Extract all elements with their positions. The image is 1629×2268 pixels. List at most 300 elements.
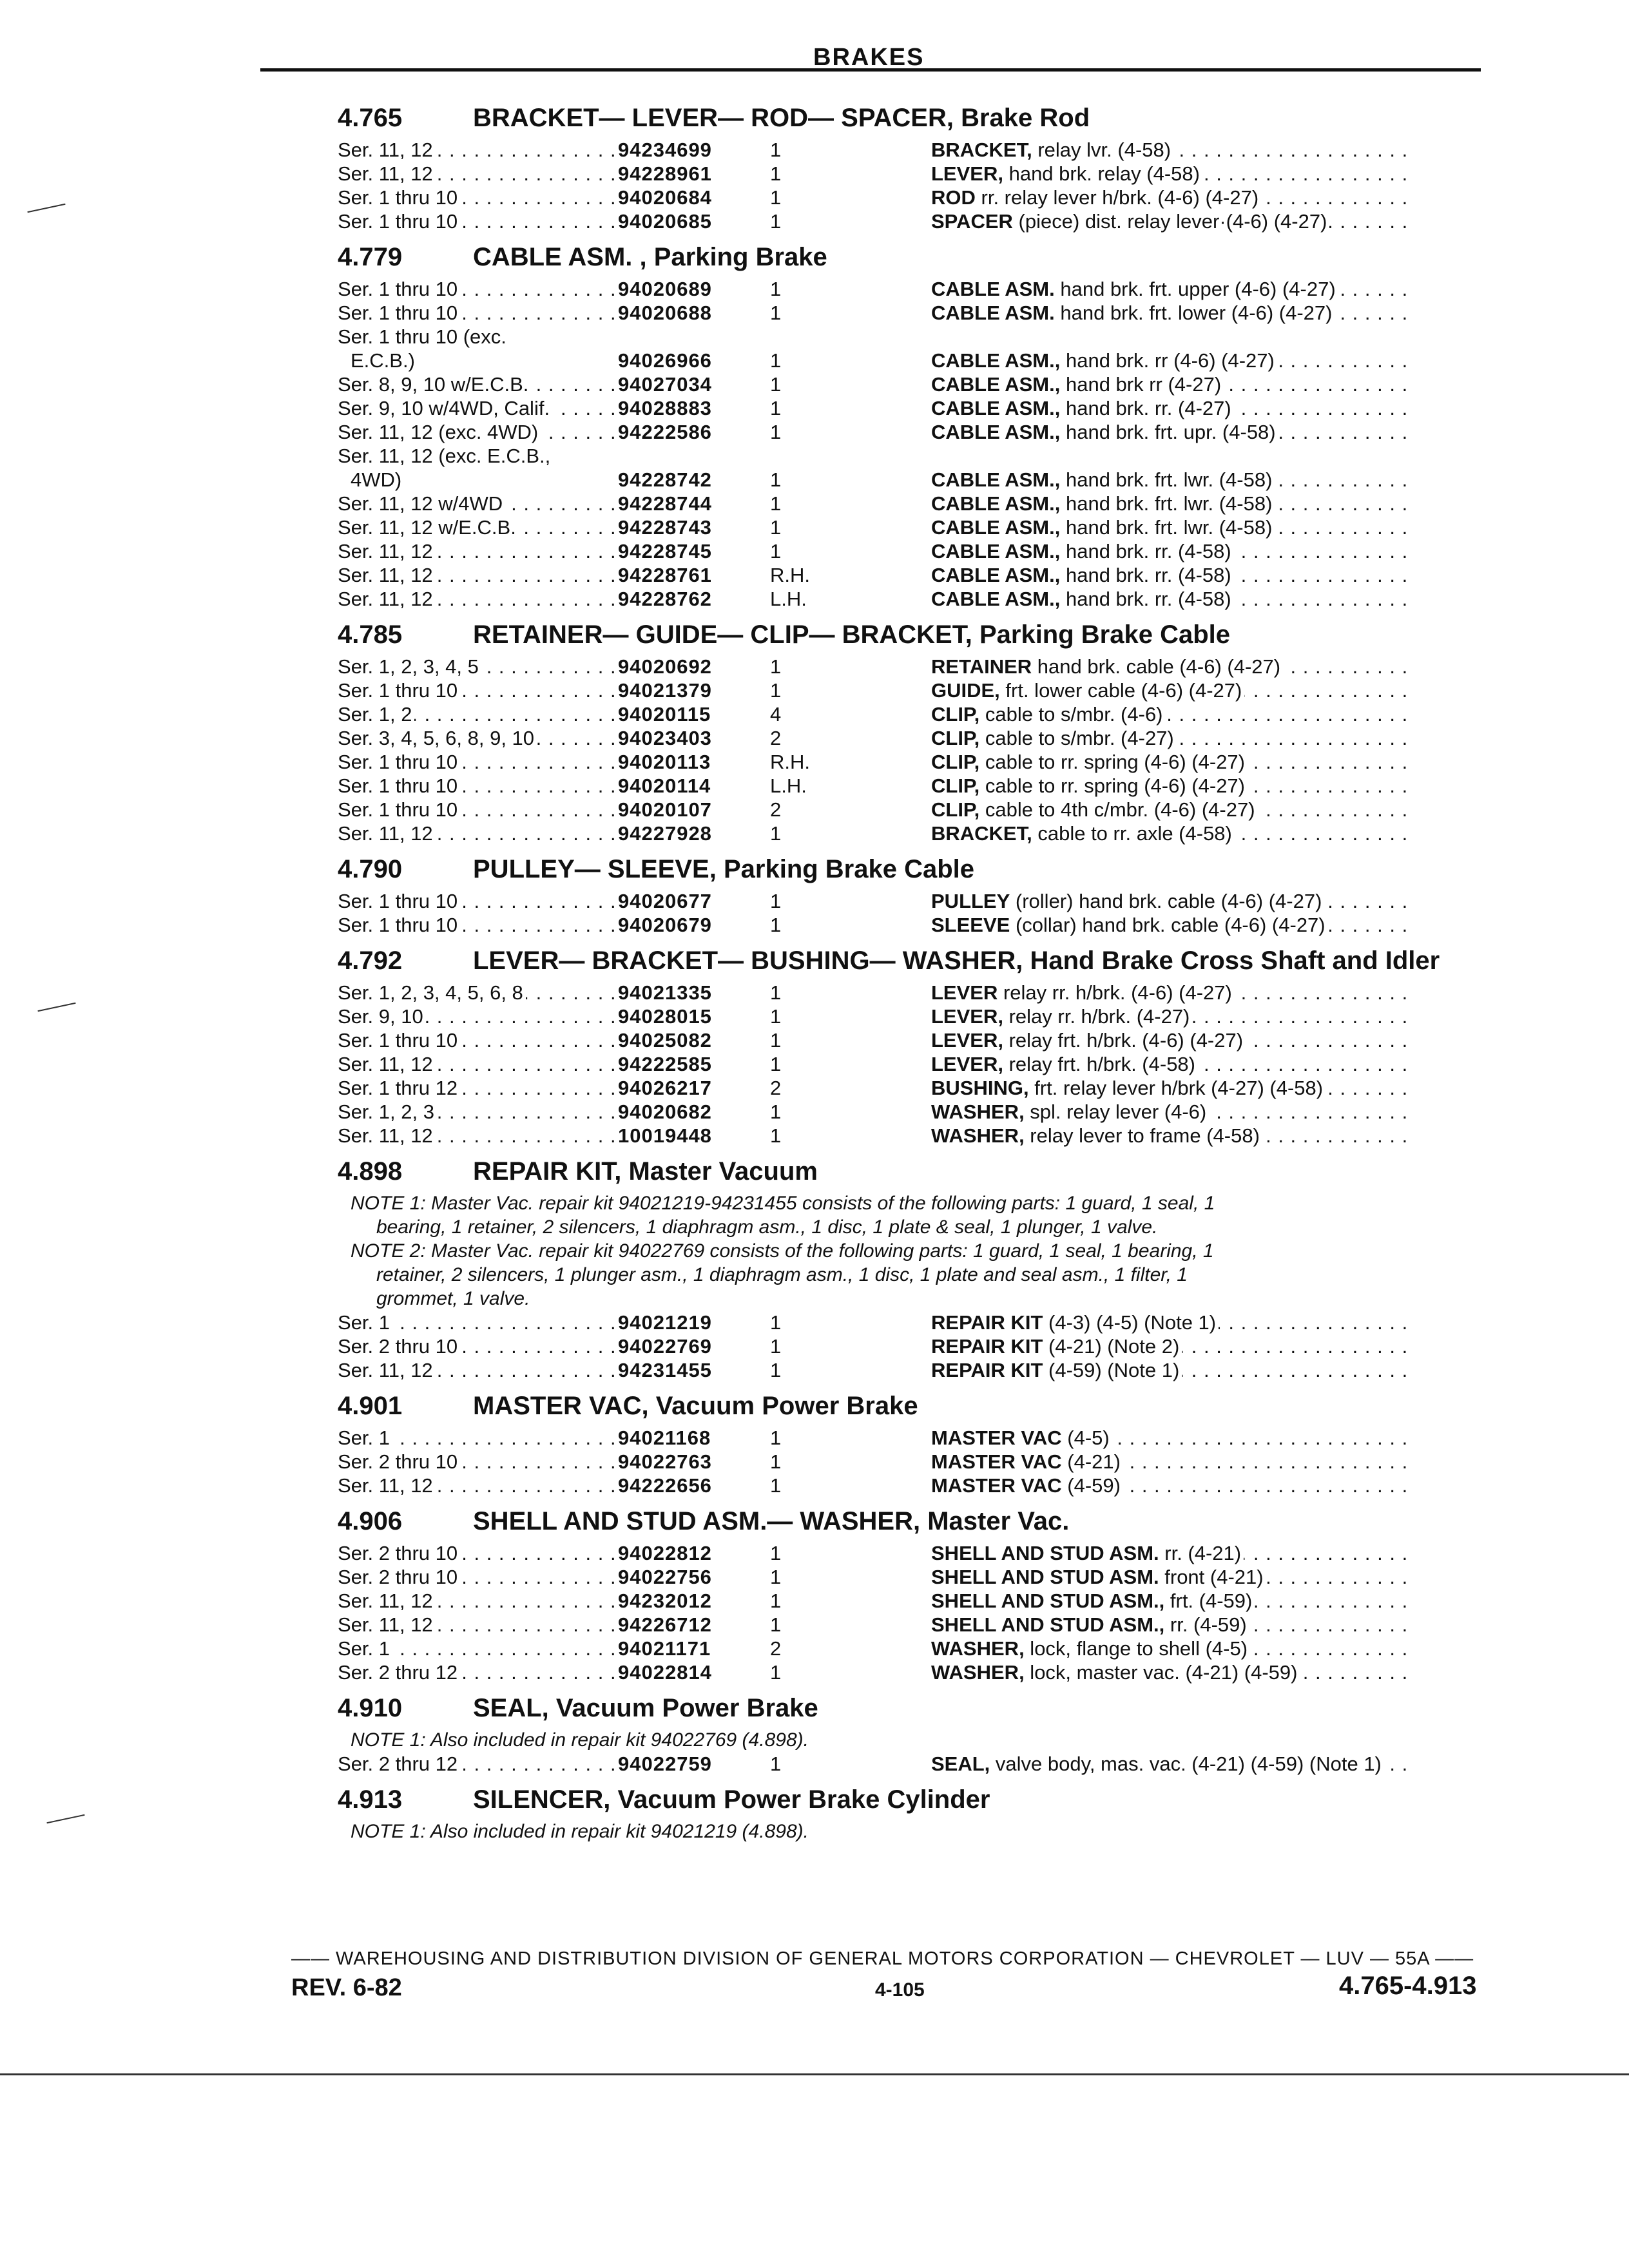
part-row xyxy=(338,1028,1491,1052)
note-line: retainer, 2 silencers, 1 plunger asm., 1 diaphragm asm., 1 disc, 1 plate and seal asm., 1 filter, 1 xyxy=(376,1264,1188,1285)
part-name: ROD xyxy=(931,186,976,209)
serial-range xyxy=(338,822,618,845)
part-number: 94027034 xyxy=(618,373,712,396)
catalog-section xyxy=(338,1693,1491,1776)
part-row xyxy=(338,515,1491,539)
serial-text: Ser. 11, 12 xyxy=(338,1124,436,1147)
part-row xyxy=(338,750,1491,774)
description-text xyxy=(931,914,1328,936)
section-number: 4.765 xyxy=(338,104,403,132)
serial-range xyxy=(338,750,618,774)
part-row xyxy=(338,981,1491,1004)
description-text xyxy=(931,540,1234,562)
serial-range xyxy=(338,798,618,822)
description-text xyxy=(931,1335,1182,1358)
serial-range xyxy=(338,1076,618,1100)
catalog-section xyxy=(338,103,1491,233)
serial-range xyxy=(338,774,618,798)
part-detail: lock, master vac. (4-21) (4-59) xyxy=(1024,1661,1298,1684)
catalog-section xyxy=(338,1391,1491,1497)
part-number: 94026966 xyxy=(618,349,712,372)
serial-text: Ser. 3, 4, 5, 6, 8, 9, 10 xyxy=(338,727,537,749)
part-detail: rr. relay lever h/brk. (4-6) (4-27) xyxy=(975,186,1259,209)
serial-range xyxy=(338,726,618,750)
part-name: CABLE ASM., xyxy=(931,516,1061,539)
part-description xyxy=(931,1334,1491,1358)
description-text xyxy=(931,1661,1300,1684)
section-number: 4.790 xyxy=(338,855,403,883)
serial-range xyxy=(338,981,618,1004)
section-heading xyxy=(338,854,1491,884)
serial-text: Ser. 1 thru 10 xyxy=(338,890,460,912)
part-number: 94022814 xyxy=(618,1661,712,1684)
serial-text: Ser. 1 thru 10 xyxy=(338,186,460,209)
part-description xyxy=(931,1358,1491,1382)
quantity: 1 xyxy=(770,540,782,562)
part-name: MASTER VAC xyxy=(931,1450,1062,1473)
part-detail: (4-3) (4-5) (Note 1) xyxy=(1043,1311,1217,1334)
section-number: 4.910 xyxy=(338,1694,403,1722)
serial-text: Ser. 1 thru 10 xyxy=(338,302,460,324)
serial-range xyxy=(338,162,618,186)
description-text xyxy=(931,139,1173,161)
part-detail: relay frt. h/brk. (4-58) xyxy=(1003,1053,1195,1075)
description-text xyxy=(931,468,1275,491)
part-description xyxy=(931,678,1491,702)
serial-range xyxy=(338,1311,618,1334)
part-number: 94228745 xyxy=(618,540,712,562)
quantity: R.H. xyxy=(770,564,810,586)
part-number: 94022756 xyxy=(618,1566,712,1588)
quantity: 1 xyxy=(770,349,782,372)
part-description xyxy=(931,162,1491,186)
part-name: MASTER VAC xyxy=(931,1427,1062,1449)
serial-text: Ser. 1, 2 xyxy=(338,703,414,726)
part-row xyxy=(338,563,1491,587)
catalog-section xyxy=(338,1506,1491,1684)
punch-mark xyxy=(37,1003,75,1012)
part-row xyxy=(338,702,1491,726)
part-row xyxy=(338,587,1491,611)
serial-range xyxy=(338,655,618,678)
quantity: 1 xyxy=(770,822,782,845)
serial-range xyxy=(338,420,618,444)
part-row xyxy=(338,655,1491,678)
part-row xyxy=(338,889,1491,913)
part-detail: cable to rr. spring (4-6) (4-27) xyxy=(979,751,1245,773)
part-number: 94021219 xyxy=(618,1311,712,1334)
serial-text: Ser. 1 thru 10 xyxy=(338,679,460,702)
description-text xyxy=(931,1124,1262,1147)
part-description xyxy=(931,209,1491,233)
footer-revision: REV. 6-82 xyxy=(291,1974,402,2001)
part-description xyxy=(931,396,1491,420)
serial-text: Ser. 8, 9, 10 w/E.C.B. xyxy=(338,373,531,396)
part-number: 94226712 xyxy=(618,1613,712,1636)
part-description xyxy=(931,1028,1491,1052)
part-detail: relay rr. h/brk. (4-27) xyxy=(1003,1005,1190,1028)
quantity: L.H. xyxy=(770,774,807,797)
description-text xyxy=(931,1053,1198,1075)
section-note xyxy=(338,1191,1491,1239)
part-detail: rr. (4-59) xyxy=(1164,1613,1247,1636)
description-text xyxy=(931,186,1261,209)
part-name: SHELL AND STUD ASM., xyxy=(931,1613,1165,1636)
quantity: 1 xyxy=(770,1753,782,1775)
description-text xyxy=(931,1311,1219,1334)
quantity: 1 xyxy=(770,373,782,396)
serial-text-cont: E.C.B.) xyxy=(338,349,618,372)
part-row xyxy=(338,301,1491,325)
part-name: CABLE ASM., xyxy=(931,588,1061,610)
quantity: 1 xyxy=(770,516,782,539)
part-row xyxy=(338,774,1491,798)
description-text xyxy=(931,373,1224,396)
description-text xyxy=(931,302,1335,324)
part-number: 94228961 xyxy=(618,162,712,185)
description-text xyxy=(931,981,1235,1004)
note-line: grommet, 1 valve. xyxy=(376,1288,530,1309)
part-row xyxy=(338,1100,1491,1124)
quantity: L.H. xyxy=(770,588,807,610)
part-number: 94228742 xyxy=(618,468,712,491)
description-text xyxy=(931,1359,1182,1381)
part-row xyxy=(338,138,1491,162)
part-name: LEVER xyxy=(931,981,998,1004)
serial-range xyxy=(338,1028,618,1052)
serial-range xyxy=(338,515,618,539)
serial-text: Ser. 2 thru 10 xyxy=(338,1335,460,1358)
part-row xyxy=(338,1311,1491,1334)
serial-range xyxy=(338,1004,618,1028)
part-name: CABLE ASM., xyxy=(931,421,1061,443)
part-row xyxy=(338,325,1491,372)
part-row xyxy=(338,1589,1491,1613)
part-number: 94234699 xyxy=(618,139,712,161)
part-description xyxy=(931,1565,1491,1589)
serial-range xyxy=(338,138,618,162)
part-number: 94020688 xyxy=(618,302,712,324)
description-text xyxy=(931,890,1324,912)
part-number: 94228762 xyxy=(618,588,712,610)
quantity: 1 xyxy=(770,278,782,300)
part-description xyxy=(931,420,1491,444)
part-description xyxy=(931,277,1491,301)
part-row xyxy=(338,420,1491,444)
part-description xyxy=(931,1474,1491,1497)
section-note xyxy=(338,1820,1491,1843)
section-number: 4.785 xyxy=(338,620,403,649)
footer-item-range: 4.765-4.913 xyxy=(1339,1972,1477,2000)
description-text xyxy=(931,1474,1123,1497)
quantity: 1 xyxy=(770,421,782,443)
part-description xyxy=(931,1637,1491,1660)
part-description xyxy=(931,1589,1491,1613)
section-heading xyxy=(338,103,1491,133)
part-name: CLIP, xyxy=(931,703,980,726)
part-name: GUIDE, xyxy=(931,679,1000,702)
quantity: 1 xyxy=(770,1029,782,1052)
part-description xyxy=(931,1004,1491,1028)
serial-text: Ser. 1, 2, 3, 4, 5, 6, 8 xyxy=(338,981,526,1004)
serial-text: Ser. 1 thru 10 xyxy=(338,210,460,233)
serial-text: Ser. 11, 12 xyxy=(338,1590,436,1612)
quantity: 1 xyxy=(770,890,782,912)
part-detail: hand brk. frt. lwr. (4-58) xyxy=(1060,492,1273,515)
part-description xyxy=(931,1541,1491,1565)
serial-range xyxy=(338,1589,618,1613)
quantity: 1 xyxy=(770,655,782,678)
part-description xyxy=(931,1311,1491,1334)
description-text xyxy=(931,655,1283,678)
quantity: 1 xyxy=(770,162,782,185)
part-name: CABLE ASM., xyxy=(931,492,1061,515)
serial-text: Ser. 11, 12 xyxy=(338,1359,436,1381)
section-number: 4.779 xyxy=(338,243,403,271)
quantity: 2 xyxy=(770,1077,782,1099)
serial-text: Ser. 1 thru 12 xyxy=(338,1077,460,1099)
serial-range xyxy=(338,1100,618,1124)
part-description xyxy=(931,702,1491,726)
part-detail: relay rr. h/brk. (4-6) (4-27) xyxy=(998,981,1232,1004)
part-detail: cable to 4th c/mbr. (4-6) (4-27) xyxy=(979,798,1255,821)
quantity: 4 xyxy=(770,703,782,726)
note-line: NOTE 1: Also included in repair kit 94022769 (4.898). xyxy=(351,1729,809,1751)
bottom-rule xyxy=(0,2073,1629,2075)
quantity: 1 xyxy=(770,302,782,324)
quantity: 1 xyxy=(770,1450,782,1473)
part-detail: valve body, mas. vac. (4-21) (4-59) (Note 1) xyxy=(990,1753,1382,1775)
part-description xyxy=(931,468,1491,492)
part-row xyxy=(338,162,1491,186)
part-name: SLEEVE xyxy=(931,914,1010,936)
part-row xyxy=(338,1474,1491,1497)
note-line: NOTE 1: Also included in repair kit 94021219 (4.898). xyxy=(351,1821,809,1842)
part-detail: cable to rr. spring (4-6) (4-27) xyxy=(979,774,1245,797)
serial-text: Ser. 11, 12 xyxy=(338,540,436,562)
part-description xyxy=(931,1052,1491,1076)
quantity: 1 xyxy=(770,210,782,233)
part-number: 94021168 xyxy=(618,1427,711,1449)
part-row xyxy=(338,277,1491,301)
serial-range xyxy=(338,563,618,587)
part-description xyxy=(931,726,1491,750)
part-description xyxy=(931,1660,1491,1684)
part-number: 94222586 xyxy=(618,421,712,443)
serial-text: Ser. 9, 10 xyxy=(338,1005,426,1028)
part-description xyxy=(931,138,1491,162)
part-number: 94228761 xyxy=(618,564,712,586)
serial-text: Ser. 1 xyxy=(338,1427,392,1449)
part-number: 94020113 xyxy=(618,751,711,773)
part-name: WASHER, xyxy=(931,1100,1025,1123)
part-name: BRACKET, xyxy=(931,822,1032,845)
note-line: bearing, 1 retainer, 2 silencers, 1 diaphragm asm., 1 disc, 1 plate & seal, 1 plunger, 1 valve. xyxy=(376,1216,1158,1238)
section-title: CABLE ASM. , Parking Brake xyxy=(473,243,827,271)
part-detail: (piece) dist. relay lever·(4-6) (4-27) xyxy=(1012,210,1327,233)
part-detail: hand brk. rr. (4-58) xyxy=(1060,588,1231,610)
section-number: 4.906 xyxy=(338,1507,403,1535)
part-number: 94022769 xyxy=(618,1335,712,1358)
serial-range xyxy=(338,1124,618,1148)
part-description xyxy=(931,913,1491,937)
description-text xyxy=(931,421,1278,443)
description-text xyxy=(931,1613,1249,1636)
part-name: LEVER, xyxy=(931,1053,1003,1075)
catalog-section xyxy=(338,1157,1491,1382)
part-detail: hand brk. frt. lwr. (4-58) xyxy=(1060,468,1273,491)
part-detail: hand brk. rr. (4-58) xyxy=(1060,540,1231,562)
part-detail: (roller) hand brk. cable (4-6) (4-27) xyxy=(1010,890,1322,912)
part-number: 94021171 xyxy=(618,1637,711,1660)
serial-range xyxy=(338,1541,618,1565)
serial-text: Ser. 2 thru 12 xyxy=(338,1661,460,1684)
part-detail: (4-59) (Note 1) xyxy=(1043,1359,1180,1381)
quantity: 1 xyxy=(770,1427,782,1449)
part-number: 94020114 xyxy=(618,774,711,797)
section-title: RETAINER— GUIDE— CLIP— BRACKET, Parking Brake Cable xyxy=(473,620,1231,649)
description-text xyxy=(931,1450,1123,1473)
quantity: 1 xyxy=(770,914,782,936)
description-text xyxy=(931,798,1258,821)
serial-text: Ser. 11, 12 xyxy=(338,588,436,610)
description-text xyxy=(931,1566,1266,1588)
punch-mark xyxy=(46,1814,84,1823)
serial-text: Ser. 2 thru 12 xyxy=(338,1753,460,1775)
section-number: 4.901 xyxy=(338,1392,403,1420)
serial-range xyxy=(338,1660,618,1684)
part-description xyxy=(931,798,1491,822)
part-description xyxy=(931,1124,1491,1148)
part-description xyxy=(931,774,1491,798)
section-heading xyxy=(338,1785,1491,1814)
description-text xyxy=(931,1590,1255,1612)
part-description xyxy=(931,889,1491,913)
part-row xyxy=(338,726,1491,750)
description-text xyxy=(931,210,1329,233)
part-name: LEVER, xyxy=(931,162,1003,185)
page-section-title: BRAKES xyxy=(813,44,925,71)
part-number: 94228744 xyxy=(618,492,712,515)
serial-text: Ser. 1 thru 10 xyxy=(338,798,460,821)
serial-range xyxy=(338,186,618,209)
serial-range xyxy=(338,1450,618,1474)
part-detail: frt. (4-59) xyxy=(1164,1590,1253,1612)
serial-range xyxy=(338,889,618,913)
section-title: SEAL, Vacuum Power Brake xyxy=(473,1694,818,1722)
serial-range xyxy=(338,1613,618,1637)
description-text xyxy=(931,588,1234,610)
quantity: 1 xyxy=(770,1100,782,1123)
quantity: 1 xyxy=(770,139,782,161)
part-name: REPAIR KIT xyxy=(931,1359,1043,1381)
description-text xyxy=(931,278,1338,300)
header-rule xyxy=(260,68,1481,72)
section-note xyxy=(338,1728,1491,1752)
part-name: WASHER, xyxy=(931,1661,1025,1684)
serial-text: Ser. 11, 12 xyxy=(338,139,436,161)
description-text xyxy=(931,397,1234,419)
part-detail: hand brk. frt. upper (4-6) (4-27) xyxy=(1054,278,1336,300)
quantity: 1 xyxy=(770,468,782,491)
part-description xyxy=(931,750,1491,774)
serial-text: Ser. 1 thru 10 (exc. xyxy=(338,325,509,348)
part-detail: (collar) hand brk. cable (4-6) (4-27) xyxy=(1010,914,1325,936)
serial-range xyxy=(338,1334,618,1358)
part-detail: relay frt. h/brk. (4-6) (4-27) xyxy=(1003,1029,1244,1052)
part-number: 94022763 xyxy=(618,1450,712,1473)
part-row xyxy=(338,1752,1491,1776)
part-number: 94222585 xyxy=(618,1053,712,1075)
quantity: 1 xyxy=(770,1311,782,1334)
part-row xyxy=(338,1613,1491,1637)
description-text xyxy=(931,1637,1250,1660)
part-detail: hand brk. frt. lower (4-6) (4-27) xyxy=(1054,302,1333,324)
part-name: REPAIR KIT xyxy=(931,1335,1043,1358)
part-name: CLIP, xyxy=(931,798,980,821)
section-heading xyxy=(338,1157,1491,1186)
serial-text: Ser. 11, 12 xyxy=(338,1474,436,1497)
quantity: R.H. xyxy=(770,751,810,773)
serial-text: Ser. 1 thru 10 xyxy=(338,914,460,936)
catalog-section xyxy=(338,620,1491,845)
part-description xyxy=(931,1752,1491,1776)
footer-publisher-line: —— WAREHOUSING AND DISTRIBUTION DIVISION OF GENERAL MOTORS CORPORATION — CHEVROLET — LUV — 55A —— xyxy=(291,1948,1474,1969)
catalog-section xyxy=(338,946,1491,1148)
serial-text: Ser. 11, 12 xyxy=(338,564,436,586)
section-heading xyxy=(338,1391,1491,1421)
part-number: 94232012 xyxy=(618,1590,712,1612)
parts-catalog-list xyxy=(338,103,1491,1852)
quantity: 2 xyxy=(770,1637,782,1660)
part-number: 94020115 xyxy=(618,703,711,726)
quantity: 2 xyxy=(770,798,782,821)
description-text xyxy=(931,1029,1246,1052)
quantity: 1 xyxy=(770,186,782,209)
part-name: BRACKET, xyxy=(931,139,1032,161)
part-number: 94227928 xyxy=(618,822,712,845)
part-description xyxy=(931,822,1491,845)
part-number: 94021335 xyxy=(618,981,712,1004)
note-line: NOTE 1: Master Vac. repair kit 94021219-94231455 consists of the following parts: 1 guard, 1 seal, 1 xyxy=(351,1193,1215,1214)
section-title: REPAIR KIT, Master Vacuum xyxy=(473,1157,818,1186)
part-number: 94022759 xyxy=(618,1753,712,1775)
section-note xyxy=(338,1239,1491,1311)
serial-text-cont: 4WD) xyxy=(338,468,618,492)
part-detail: hand brk. cable (4-6) (4-27) xyxy=(1032,655,1281,678)
description-text xyxy=(931,1077,1325,1099)
part-description xyxy=(931,492,1491,515)
part-row xyxy=(338,1004,1491,1028)
serial-text: Ser. 2 thru 10 xyxy=(338,1542,460,1564)
quantity: 1 xyxy=(770,1566,782,1588)
serial-text: Ser. 2 thru 10 xyxy=(338,1450,460,1473)
serial-range xyxy=(338,372,618,396)
part-detail: hand brk. relay (4-58) xyxy=(1003,162,1200,185)
serial-text: Ser. 1 thru 10 xyxy=(338,774,460,797)
part-name: PULLEY xyxy=(931,890,1010,912)
part-name: CLIP, xyxy=(931,727,980,749)
section-title: SILENCER, Vacuum Power Brake Cylinder xyxy=(473,1785,990,1814)
part-name: CLIP, xyxy=(931,774,980,797)
part-description xyxy=(931,1100,1491,1124)
quantity: 1 xyxy=(770,1474,782,1497)
serial-text: Ser. 11, 12 w/E.C.B. xyxy=(338,516,519,539)
description-text xyxy=(931,492,1275,515)
part-number: 94026217 xyxy=(618,1077,712,1099)
description-text xyxy=(931,1427,1112,1449)
serial-text: Ser. 11, 12 (exc. 4WD) xyxy=(338,421,541,443)
